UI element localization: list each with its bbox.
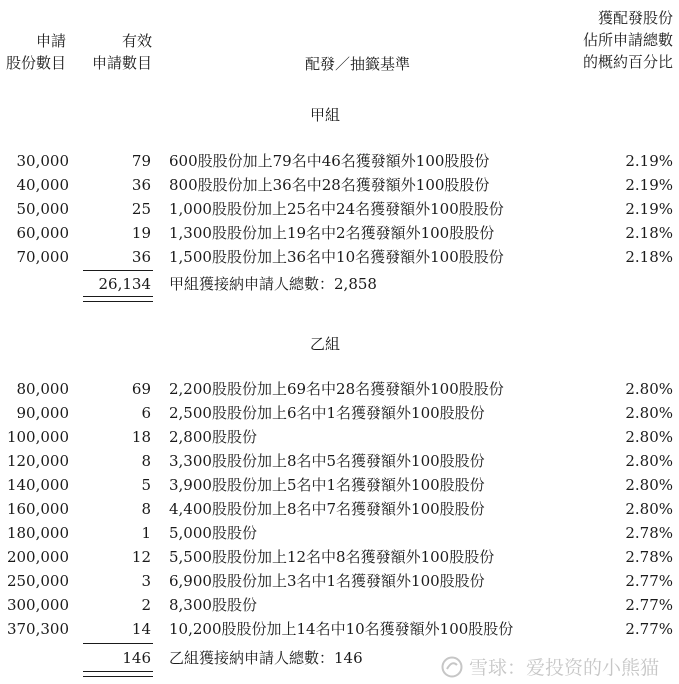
percentage-cell: 2.78% (625, 548, 673, 566)
subtotal-rule (83, 643, 153, 644)
valid-applications-cell: 79 (131, 152, 151, 170)
snowball-logo-icon (441, 656, 463, 678)
table-row (0, 246, 679, 268)
shares-applied-cell: 180,000 (6, 524, 69, 542)
shares-applied-cell: 160,000 (6, 500, 69, 518)
header-shares-applied (0, 30, 66, 74)
shares-applied-cell: 40,000 (16, 176, 69, 194)
percentage-cell: 2.80% (625, 452, 673, 470)
table-row (0, 570, 679, 592)
shares-applied-cell: 50,000 (16, 200, 69, 218)
basis-cell: 5,000股股份 (169, 524, 257, 542)
table-row (0, 546, 679, 568)
valid-applications-cell: 8 (141, 452, 151, 470)
table-row (0, 198, 679, 220)
table-row (0, 426, 679, 448)
table-row (0, 174, 679, 196)
header-valid-applications (72, 30, 152, 74)
group-b-total-label: 乙組獲接納申請人總數：146 (169, 649, 363, 667)
percentage-cell: 2.77% (625, 596, 673, 614)
basis-cell: 2,200股股份加上69名中28名獲發額外100股股份 (169, 380, 504, 398)
shares-applied-cell: 60,000 (16, 224, 69, 242)
table-row (0, 378, 679, 400)
shares-applied-cell: 370,300 (6, 620, 69, 638)
percentage-cell: 2.80% (625, 380, 673, 398)
basis-cell: 6,900股股份加上3名中1名獲發額外100股股份 (169, 572, 485, 590)
group-a-total-row (0, 273, 679, 297)
table-row (0, 222, 679, 244)
percentage-cell: 2.80% (625, 500, 673, 518)
valid-applications-cell: 1 (141, 524, 151, 542)
valid-applications-cell: 18 (131, 428, 151, 446)
percentage-cell: 2.18% (625, 224, 673, 242)
valid-applications-cell: 36 (131, 176, 151, 194)
shares-applied-cell: 90,000 (16, 404, 69, 422)
shares-applied-cell: 120,000 (6, 452, 69, 470)
header-basis-of-allocation: 配發／抽籤基準 (305, 55, 411, 73)
valid-applications-cell: 3 (141, 572, 151, 590)
shares-applied-cell: 300,000 (6, 596, 69, 614)
basis-cell: 2,500股股份加上6名中1名獲發額外100股股份 (169, 404, 485, 422)
table-row (0, 150, 679, 172)
valid-applications-cell: 5 (141, 476, 151, 494)
header-shares-applied-line1: 申請 (35, 32, 66, 50)
percentage-cell: 2.19% (625, 152, 673, 170)
valid-applications-cell: 69 (131, 380, 151, 398)
basis-cell: 5,500股股份加上12名中8名獲發額外100股股份 (169, 548, 495, 566)
basis-cell: 600股股份加上79名中46名獲發額外100股股份 (169, 152, 490, 170)
header-pct-line1: 獲配發股份 (597, 9, 673, 27)
watermark (441, 653, 659, 680)
valid-applications-cell: 12 (131, 548, 151, 566)
table-row (0, 522, 679, 544)
percentage-cell: 2.80% (625, 428, 673, 446)
basis-cell: 800股股份加上36名中28名獲發額外100股股份 (169, 176, 490, 194)
percentage-cell: 2.77% (625, 572, 673, 590)
group-a-total-valid: 26,134 (98, 275, 151, 293)
percentage-cell: 2.18% (625, 248, 673, 266)
basis-cell: 8,300股股份 (169, 596, 257, 614)
valid-applications-cell: 14 (131, 620, 151, 638)
header-valid-applications-line1: 有效 (121, 32, 152, 50)
shares-applied-cell: 30,000 (16, 152, 69, 170)
group-b-total-valid: 146 (122, 649, 151, 667)
valid-applications-cell: 6 (141, 404, 151, 422)
basis-cell: 10,200股股份加上14名中10名獲發額外100股股份 (169, 620, 514, 638)
shares-applied-cell: 100,000 (6, 428, 69, 446)
table-row (0, 402, 679, 424)
valid-applications-cell: 8 (141, 500, 151, 518)
basis-cell: 1,300股股份加上19名中2名獲發額外100股股份 (169, 224, 495, 242)
basis-cell: 1,000股股份加上25名中24名獲發額外100股股份 (169, 200, 504, 218)
group-b-title: 乙組 (310, 335, 341, 353)
percentage-cell: 2.77% (625, 620, 673, 638)
percentage-cell: 2.80% (625, 404, 673, 422)
percentage-cell: 2.78% (625, 524, 673, 542)
basis-cell: 4,400股股份加上8名中7名獲發額外100股股份 (169, 500, 485, 518)
basis-cell: 1,500股股份加上36名中10名獲發額外100股股份 (169, 248, 504, 266)
basis-cell: 3,900股股份加上5名中1名獲發額外100股股份 (169, 476, 485, 494)
valid-applications-cell: 36 (131, 248, 151, 266)
basis-cell: 2,800股股份 (169, 428, 257, 446)
valid-applications-cell: 2 (141, 596, 151, 614)
total-double-rule (83, 296, 153, 302)
percentage-cell: 2.19% (625, 176, 673, 194)
table-row (0, 594, 679, 616)
header-approx-percentage (553, 7, 673, 73)
shares-applied-cell: 250,000 (6, 572, 69, 590)
percentage-cell: 2.80% (625, 476, 673, 494)
header-pct-line3: 的概約百分比 (582, 53, 673, 71)
basis-cell: 3,300股股份加上8名中5名獲發額外100股股份 (169, 452, 485, 470)
table-row (0, 450, 679, 472)
table-row (0, 618, 679, 640)
group-a-title: 甲組 (310, 106, 341, 124)
header-pct-line2: 佔所申請總數 (582, 31, 673, 49)
table-row (0, 474, 679, 496)
total-double-rule (83, 671, 153, 677)
group-a-total-label: 甲組獲接納申請人總數：2,858 (169, 275, 377, 293)
shares-applied-cell: 70,000 (16, 248, 69, 266)
subtotal-rule (83, 270, 153, 271)
watermark-text: 雪球：爱投资的小熊猫 (468, 657, 659, 679)
valid-applications-cell: 25 (131, 200, 151, 218)
shares-applied-cell: 140,000 (6, 476, 69, 494)
valid-applications-cell: 19 (131, 224, 151, 242)
shares-applied-cell: 200,000 (6, 548, 69, 566)
header-shares-applied-line2: 股份數目 (5, 54, 66, 72)
shares-applied-cell: 80,000 (16, 380, 69, 398)
table-row (0, 498, 679, 520)
header-valid-applications-line2: 申請數目 (91, 54, 152, 72)
percentage-cell: 2.19% (625, 200, 673, 218)
